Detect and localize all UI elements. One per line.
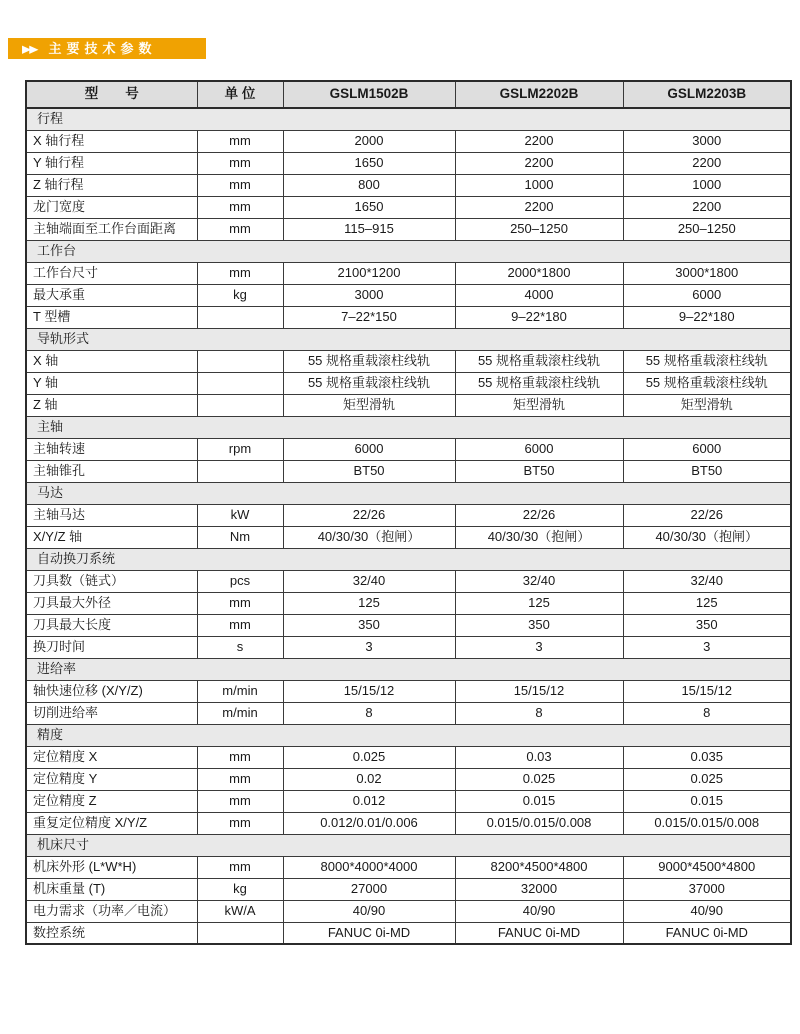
spec-unit: mm: [197, 262, 283, 284]
spec-label: 主轴马达: [26, 504, 197, 526]
model-column-header-gslm2203b: GSLM2203B: [623, 81, 791, 108]
section-title: 工作台: [26, 240, 791, 262]
spec-value-gslm2203b: 0.025: [623, 768, 791, 790]
spec-unit: mm: [197, 218, 283, 240]
spec-value-gslm2203b: 9–22*180: [623, 306, 791, 328]
spec-label: 龙门宽度: [26, 196, 197, 218]
spec-value-gslm2202b: 0.025: [455, 768, 623, 790]
spec-label: 轴快速位移 (X/Y/Z): [26, 680, 197, 702]
spec-unit: mm: [197, 856, 283, 878]
spec-label: 电力需求（功率／电流）: [26, 900, 197, 922]
section-row: [26, 724, 791, 746]
spec-unit: mm: [197, 592, 283, 614]
spec-row: [26, 680, 791, 702]
spec-unit: mm: [197, 614, 283, 636]
spec-row: [26, 526, 791, 548]
spec-value-gslm1502b: 40/90: [283, 900, 455, 922]
spec-value-gslm2203b: 55 规格重载滚柱线轨: [623, 372, 791, 394]
section-title: 机床尺寸: [26, 834, 791, 856]
spec-label: 主轴端面至工作台面距离: [26, 218, 197, 240]
spec-unit: [197, 922, 283, 944]
spec-row: [26, 614, 791, 636]
spec-value-gslm1502b: 2000: [283, 130, 455, 152]
spec-row: [26, 878, 791, 900]
spec-value-gslm2203b: 55 规格重载滚柱线轨: [623, 350, 791, 372]
spec-unit: rpm: [197, 438, 283, 460]
spec-row: [26, 152, 791, 174]
spec-value-gslm2203b: FANUC 0i-MD: [623, 922, 791, 944]
spec-value-gslm2203b: 15/15/12: [623, 680, 791, 702]
spec-row: [26, 504, 791, 526]
spec-value-gslm2202b: 40/30/30（抱闸）: [455, 526, 623, 548]
spec-row: [26, 284, 791, 306]
spec-value-gslm2203b: 2200: [623, 196, 791, 218]
spec-value-gslm2203b: 250–1250: [623, 218, 791, 240]
spec-row: [26, 592, 791, 614]
spec-unit: kg: [197, 284, 283, 306]
spec-value-gslm1502b: BT50: [283, 460, 455, 482]
spec-value-gslm2203b: BT50: [623, 460, 791, 482]
spec-value-gslm2202b: 2200: [455, 152, 623, 174]
spec-value-gslm2202b: 350: [455, 614, 623, 636]
spec-row: [26, 306, 791, 328]
spec-value-gslm2203b: 2200: [623, 152, 791, 174]
spec-value-gslm2203b: 0.035: [623, 746, 791, 768]
spec-label: 工作台尺寸: [26, 262, 197, 284]
section-row: [26, 548, 791, 570]
table-header-row: [26, 81, 791, 108]
unit-header-label: 单 位: [197, 81, 283, 108]
spec-value-gslm1502b: 1650: [283, 152, 455, 174]
spec-value-gslm2203b: 22/26: [623, 504, 791, 526]
spec-unit: kW: [197, 504, 283, 526]
spec-value-gslm2202b: 8: [455, 702, 623, 724]
section-row: [26, 240, 791, 262]
spec-label: Z 轴: [26, 394, 197, 416]
spec-value-gslm2202b: 2000*1800: [455, 262, 623, 284]
spec-value-gslm2203b: 矩型滑轨: [623, 394, 791, 416]
spec-row: [26, 174, 791, 196]
spec-value-gslm2202b: BT50: [455, 460, 623, 482]
spec-value-gslm1502b: 2100*1200: [283, 262, 455, 284]
spec-unit: mm: [197, 174, 283, 196]
spec-value-gslm1502b: 3000: [283, 284, 455, 306]
spec-label: 切削进给率: [26, 702, 197, 724]
spec-unit: kg: [197, 878, 283, 900]
spec-value-gslm2203b: 32/40: [623, 570, 791, 592]
section-row: [26, 482, 791, 504]
spec-value-gslm1502b: 55 规格重载滚柱线轨: [283, 350, 455, 372]
model-column-header-gslm1502b: GSLM1502B: [283, 81, 455, 108]
spec-value-gslm2203b: 37000: [623, 878, 791, 900]
spec-value-gslm2202b: 40/90: [455, 900, 623, 922]
spec-value-gslm1502b: 0.02: [283, 768, 455, 790]
banner-title: 主要技术参数: [48, 41, 157, 56]
spec-row: [26, 636, 791, 658]
spec-unit: mm: [197, 152, 283, 174]
spec-value-gslm2202b: 0.03: [455, 746, 623, 768]
spec-label: T 型槽: [26, 306, 197, 328]
spec-label: 定位精度 Y: [26, 768, 197, 790]
spec-value-gslm2202b: 1000: [455, 174, 623, 196]
spec-unit: [197, 306, 283, 328]
spec-value-gslm2203b: 1000: [623, 174, 791, 196]
spec-label: 机床重量 (T): [26, 878, 197, 900]
spec-value-gslm2203b: 6000: [623, 284, 791, 306]
spec-row: [26, 130, 791, 152]
spec-row: [26, 746, 791, 768]
spec-value-gslm1502b: FANUC 0i-MD: [283, 922, 455, 944]
section-row: [26, 658, 791, 680]
spec-label: 重复定位精度 X/Y/Z: [26, 812, 197, 834]
spec-unit: kW/A: [197, 900, 283, 922]
spec-value-gslm1502b: 125: [283, 592, 455, 614]
spec-value-gslm2202b: 32000: [455, 878, 623, 900]
spec-unit: mm: [197, 196, 283, 218]
spec-value-gslm2203b: 0.015: [623, 790, 791, 812]
spec-unit: mm: [197, 746, 283, 768]
spec-row: [26, 570, 791, 592]
spec-value-gslm1502b: 矩型滑轨: [283, 394, 455, 416]
spec-row: [26, 438, 791, 460]
spec-unit: mm: [197, 130, 283, 152]
spec-row: [26, 856, 791, 878]
spec-value-gslm1502b: 22/26: [283, 504, 455, 526]
spec-label: 刀具最大长度: [26, 614, 197, 636]
spec-label: X 轴行程: [26, 130, 197, 152]
spec-unit: mm: [197, 812, 283, 834]
spec-value-gslm1502b: 0.012: [283, 790, 455, 812]
spec-value-gslm2202b: 125: [455, 592, 623, 614]
spec-value-gslm2203b: 9000*4500*4800: [623, 856, 791, 878]
section-row: [26, 416, 791, 438]
spec-value-gslm2202b: 0.015/0.015/0.008: [455, 812, 623, 834]
spec-label: 刀具数（链式）: [26, 570, 197, 592]
spec-value-gslm2203b: 3000: [623, 130, 791, 152]
spec-value-gslm1502b: 1650: [283, 196, 455, 218]
spec-row: [26, 196, 791, 218]
spec-label: Z 轴行程: [26, 174, 197, 196]
spec-value-gslm2202b: 9–22*180: [455, 306, 623, 328]
spec-label: X 轴: [26, 350, 197, 372]
spec-value-gslm1502b: 0.025: [283, 746, 455, 768]
double-arrow-icon: ▶▶: [22, 42, 37, 55]
spec-value-gslm2203b: 125: [623, 592, 791, 614]
spec-row: [26, 790, 791, 812]
spec-value-gslm2203b: 40/30/30（抱闸）: [623, 526, 791, 548]
spec-value-gslm2203b: 3: [623, 636, 791, 658]
spec-row: [26, 262, 791, 284]
spec-value-gslm2202b: 矩型滑轨: [455, 394, 623, 416]
spec-value-gslm2203b: 0.015/0.015/0.008: [623, 812, 791, 834]
spec-value-gslm1502b: 40/30/30（抱闸）: [283, 526, 455, 548]
spec-value-gslm1502b: 350: [283, 614, 455, 636]
spec-unit: [197, 460, 283, 482]
section-banner: [8, 38, 206, 59]
spec-label: 换刀时间: [26, 636, 197, 658]
spec-unit: m/min: [197, 702, 283, 724]
spec-value-gslm1502b: 3: [283, 636, 455, 658]
spec-label: 最大承重: [26, 284, 197, 306]
spec-value-gslm1502b: 7–22*150: [283, 306, 455, 328]
spec-value-gslm2202b: 2200: [455, 196, 623, 218]
spec-value-gslm2203b: 3000*1800: [623, 262, 791, 284]
spec-row: [26, 768, 791, 790]
spec-row: [26, 394, 791, 416]
spec-label: 定位精度 Z: [26, 790, 197, 812]
spec-value-gslm2202b: 0.015: [455, 790, 623, 812]
spec-table: [25, 80, 792, 945]
model-column-header-gslm2202b: GSLM2202B: [455, 81, 623, 108]
spec-label: 主轴锥孔: [26, 460, 197, 482]
section-title: 进给率: [26, 658, 791, 680]
spec-label: 数控系统: [26, 922, 197, 944]
spec-row: [26, 812, 791, 834]
spec-row: [26, 460, 791, 482]
spec-unit: [197, 372, 283, 394]
spec-unit: m/min: [197, 680, 283, 702]
spec-value-gslm1502b: 115–915: [283, 218, 455, 240]
spec-value-gslm1502b: 32/40: [283, 570, 455, 592]
model-header-label: 型 号: [26, 81, 197, 108]
spec-value-gslm1502b: 6000: [283, 438, 455, 460]
section-row: [26, 108, 791, 130]
spec-value-gslm1502b: 27000: [283, 878, 455, 900]
spec-row: [26, 218, 791, 240]
spec-label: Y 轴: [26, 372, 197, 394]
spec-row: [26, 372, 791, 394]
spec-value-gslm2203b: 6000: [623, 438, 791, 460]
section-title: 自动换刀系统: [26, 548, 791, 570]
spec-unit: [197, 350, 283, 372]
spec-unit: s: [197, 636, 283, 658]
spec-row: [26, 922, 791, 944]
spec-unit: mm: [197, 768, 283, 790]
spec-value-gslm2202b: 250–1250: [455, 218, 623, 240]
spec-value-gslm2202b: 4000: [455, 284, 623, 306]
spec-value-gslm2203b: 350: [623, 614, 791, 636]
spec-row: [26, 350, 791, 372]
spec-value-gslm2202b: FANUC 0i-MD: [455, 922, 623, 944]
spec-value-gslm1502b: 15/15/12: [283, 680, 455, 702]
spec-value-gslm2202b: 8200*4500*4800: [455, 856, 623, 878]
section-title: 行程: [26, 108, 791, 130]
spec-unit: pcs: [197, 570, 283, 592]
spec-value-gslm2202b: 6000: [455, 438, 623, 460]
section-title: 主轴: [26, 416, 791, 438]
spec-value-gslm2203b: 8: [623, 702, 791, 724]
section-title: 导轨形式: [26, 328, 791, 350]
section-title: 马达: [26, 482, 791, 504]
section-row: [26, 328, 791, 350]
spec-value-gslm2202b: 55 规格重载滚柱线轨: [455, 372, 623, 394]
spec-value-gslm2202b: 22/26: [455, 504, 623, 526]
spec-value-gslm2202b: 3: [455, 636, 623, 658]
spec-label: 机床外形 (L*W*H): [26, 856, 197, 878]
section-title: 精度: [26, 724, 791, 746]
spec-value-gslm2202b: 55 规格重载滚柱线轨: [455, 350, 623, 372]
spec-value-gslm1502b: 8000*4000*4000: [283, 856, 455, 878]
spec-label: X/Y/Z 轴: [26, 526, 197, 548]
spec-value-gslm2202b: 2200: [455, 130, 623, 152]
spec-row: [26, 900, 791, 922]
spec-unit: mm: [197, 790, 283, 812]
spec-unit: Nm: [197, 526, 283, 548]
spec-label: 刀具最大外径: [26, 592, 197, 614]
section-row: [26, 834, 791, 856]
spec-value-gslm2202b: 32/40: [455, 570, 623, 592]
spec-value-gslm2202b: 15/15/12: [455, 680, 623, 702]
spec-value-gslm1502b: 800: [283, 174, 455, 196]
spec-unit: [197, 394, 283, 416]
spec-value-gslm1502b: 55 规格重载滚柱线轨: [283, 372, 455, 394]
spec-value-gslm1502b: 0.012/0.01/0.006: [283, 812, 455, 834]
spec-value-gslm2203b: 40/90: [623, 900, 791, 922]
spec-label: 主轴转速: [26, 438, 197, 460]
spec-label: Y 轴行程: [26, 152, 197, 174]
spec-label: 定位精度 X: [26, 746, 197, 768]
spec-row: [26, 702, 791, 724]
spec-value-gslm1502b: 8: [283, 702, 455, 724]
